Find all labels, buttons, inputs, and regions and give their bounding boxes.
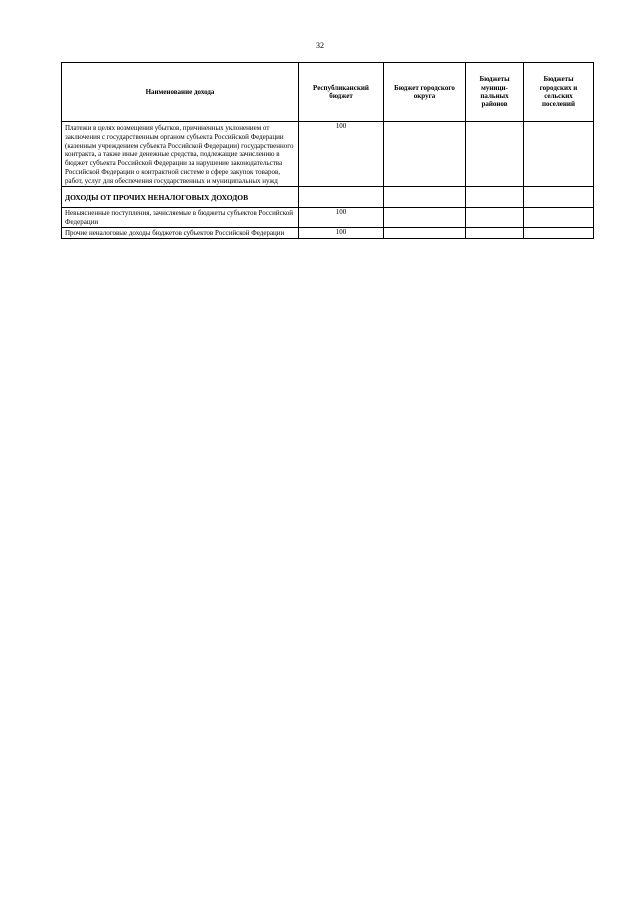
header-municipal-budgets: Бюджеты муници-пальных районов [466, 63, 524, 122]
settlements-value-cell [524, 187, 594, 208]
city-value-cell [384, 208, 466, 228]
header-city-budget: Бюджет городского округа [384, 63, 466, 122]
header-income-name: Наименование дохода [62, 63, 299, 122]
income-name-cell: Прочие неналоговые доходы бюджетов субъектов Российской Федерации [62, 227, 299, 238]
settlements-value-cell [524, 122, 594, 187]
page-number: 32 [316, 41, 324, 50]
table-section-row [62, 187, 594, 208]
table-row [62, 227, 594, 238]
table-row [62, 122, 594, 187]
municipal-value-cell [466, 227, 524, 238]
income-name-cell: Невыясненные поступления, зачисляемые в бюджеты субъектов Российской Федерации [62, 208, 299, 228]
table-row [62, 208, 594, 228]
municipal-value-cell [466, 122, 524, 187]
republic-value-cell: 100 [299, 227, 384, 238]
settlements-value-cell [524, 227, 594, 238]
table-header-row [62, 63, 594, 122]
header-settlement-budgets: Бюджеты городских и сельских поселений [524, 63, 594, 122]
section-title-cell: ДОХОДЫ ОТ ПРОЧИХ НЕНАЛОГОВЫХ ДОХОДОВ [62, 187, 299, 208]
republic-value-cell: 100 [299, 208, 384, 228]
city-value-cell [384, 227, 466, 238]
municipal-value-cell [466, 208, 524, 228]
header-republic-budget: Республиканский бюджет [299, 63, 384, 122]
revenue-table [61, 62, 594, 239]
republic-value-cell: 100 [299, 122, 384, 187]
settlements-value-cell [524, 208, 594, 228]
city-value-cell [384, 187, 466, 208]
income-name-cell: Платежи в целях возмещения убытков, причиненных уклонением от заключения с государственным органом субъекта Российской Федерации (казенным учреждением субъекта Российской Федерации) государственного контракта, а также иные денежные средства, подлежащие зачислению в бюджет субъекта Российской Федерации за нарушение законодательства Российской Федерации о контрактной системе в сфере закупок товаров, работ, услуг для обеспечения государственных и муниципальных нужд [62, 122, 299, 187]
republic-value-cell [299, 187, 384, 208]
city-value-cell [384, 122, 466, 187]
municipal-value-cell [466, 187, 524, 208]
